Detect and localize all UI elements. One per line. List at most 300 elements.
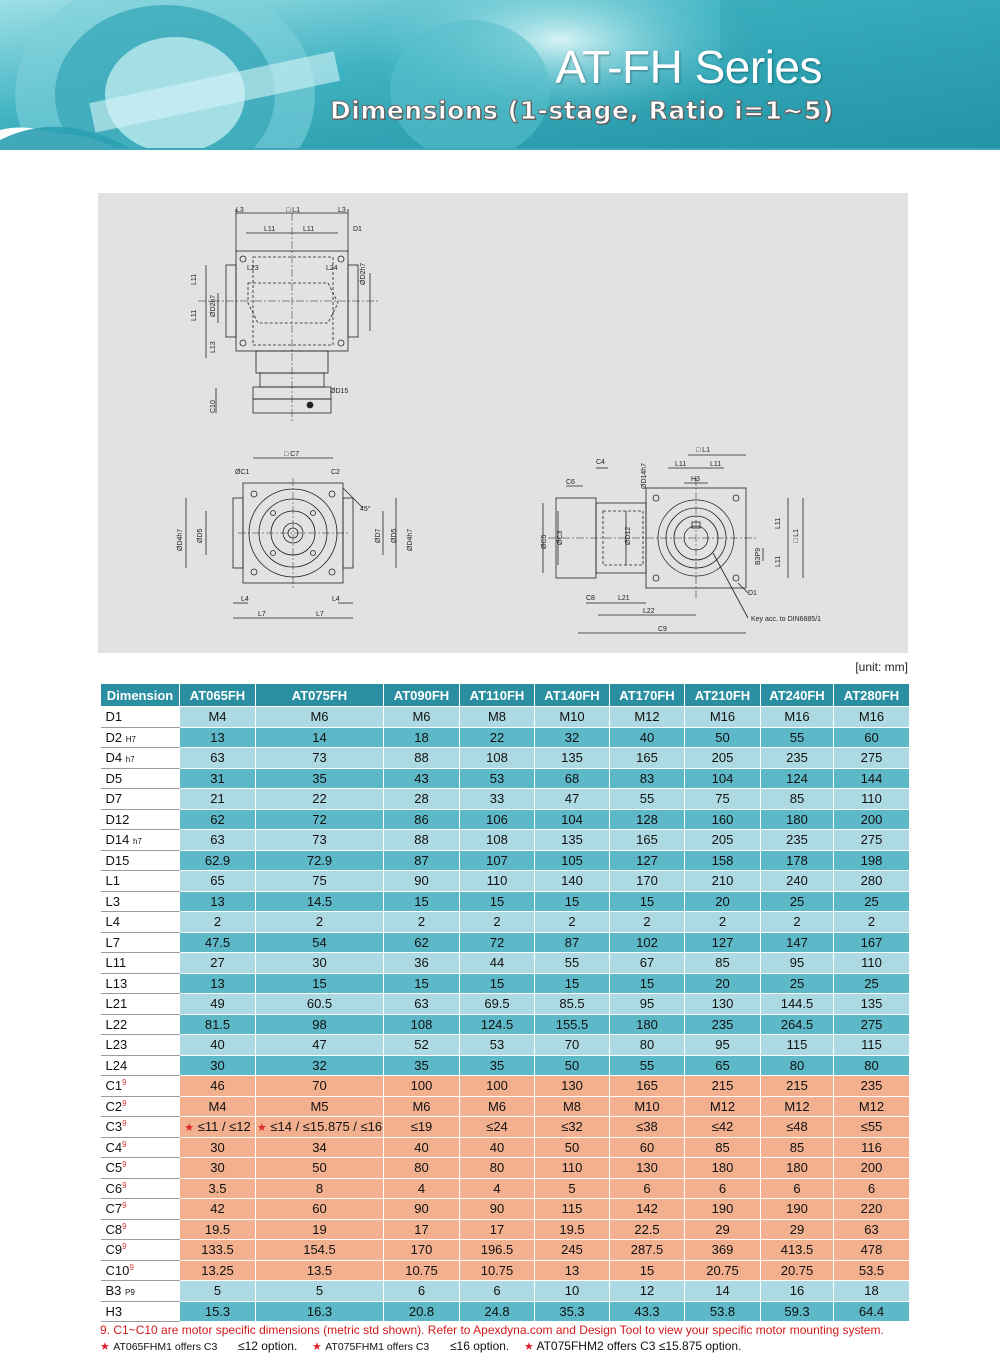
table-cell: 80 bbox=[834, 1055, 910, 1076]
table-cell: 75 bbox=[685, 789, 761, 810]
table-cell: 107 bbox=[460, 850, 535, 871]
table-cell: 13.25 bbox=[180, 1260, 256, 1281]
table-cell: 70 bbox=[535, 1035, 610, 1056]
row-label bbox=[101, 1158, 180, 1179]
table-cell: 40 bbox=[180, 1035, 256, 1056]
dimension-name: D7 bbox=[105, 791, 123, 807]
table-cell: 85 bbox=[685, 953, 761, 974]
svg-text:L11: L11 bbox=[191, 273, 198, 285]
table-cell: 105 bbox=[535, 850, 610, 871]
table-cell: 15 bbox=[610, 973, 685, 994]
table-cell: 29 bbox=[761, 1219, 834, 1240]
table-cell: 128 bbox=[610, 809, 685, 830]
table-cell: 62 bbox=[384, 932, 460, 953]
table-cell: 14.5 bbox=[256, 891, 384, 912]
table-cell: 180 bbox=[685, 1158, 761, 1179]
table-cell: 25 bbox=[761, 891, 834, 912]
table-cell: 115 bbox=[535, 1199, 610, 1220]
table-cell: 8 bbox=[256, 1178, 384, 1199]
table-row bbox=[101, 973, 910, 994]
table-cell: 25 bbox=[834, 891, 910, 912]
row-label bbox=[101, 748, 180, 769]
svg-text:ØD5: ØD5 bbox=[391, 528, 398, 543]
table-cell: 47.5 bbox=[180, 932, 256, 953]
table-cell: 25 bbox=[834, 973, 910, 994]
dimension-name: L23 bbox=[105, 1037, 128, 1053]
dimension-name: L22 bbox=[105, 1016, 128, 1032]
svg-text:L4: L4 bbox=[332, 596, 340, 603]
dimension-name: D5 bbox=[105, 770, 123, 786]
table-cell: 42 bbox=[180, 1199, 256, 1220]
svg-text:L21: L21 bbox=[618, 595, 630, 602]
svg-text:L13: L13 bbox=[210, 341, 217, 353]
svg-text:ØC5: ØC5 bbox=[541, 534, 548, 549]
table-cell: 18 bbox=[834, 1281, 910, 1302]
footnote-marker: 9 bbox=[122, 1119, 127, 1129]
dimension-name: L24 bbox=[105, 1057, 128, 1073]
table-cell: 413.5 bbox=[761, 1240, 834, 1261]
header-dimension: Dimension bbox=[101, 684, 180, 707]
table-cell: 75 bbox=[256, 871, 384, 892]
svg-text:ØD12: ØD12 bbox=[625, 526, 632, 545]
table-cell: 16.3 bbox=[256, 1301, 384, 1322]
table-cell: 88 bbox=[384, 830, 460, 851]
table-cell: M12 bbox=[685, 1096, 761, 1117]
table-cell: 62.9 bbox=[180, 850, 256, 871]
table-row bbox=[101, 1096, 910, 1117]
table-cell: 6 bbox=[834, 1178, 910, 1199]
header-model: AT110FH bbox=[460, 684, 535, 707]
table-cell: 63 bbox=[180, 830, 256, 851]
table-row bbox=[101, 1178, 910, 1199]
svg-text:H3: H3 bbox=[691, 476, 700, 483]
table-cell: 53 bbox=[460, 768, 535, 789]
table-cell: 104 bbox=[685, 768, 761, 789]
table-cell: 108 bbox=[460, 830, 535, 851]
svg-text:L3: L3 bbox=[236, 207, 244, 214]
table-cell: 19 bbox=[256, 1219, 384, 1240]
table-cell: M12 bbox=[834, 1096, 910, 1117]
table-cell: 22.5 bbox=[610, 1219, 685, 1240]
table-cell: 85 bbox=[685, 1137, 761, 1158]
table-cell: 2 bbox=[834, 912, 910, 933]
table-cell: 2 bbox=[180, 912, 256, 933]
dimension-name: H3 bbox=[105, 1303, 123, 1319]
table-row bbox=[101, 1117, 910, 1138]
table-cell: 144.5 bbox=[761, 994, 834, 1015]
table-cell: 60.5 bbox=[256, 994, 384, 1015]
table-cell: 10.75 bbox=[384, 1260, 460, 1281]
svg-text:□ L1: □ L1 bbox=[793, 529, 800, 543]
table-cell: 13 bbox=[535, 1260, 610, 1281]
row-label bbox=[101, 1219, 180, 1240]
table-cell: 50 bbox=[535, 1055, 610, 1076]
page-title: AT-FH Series bbox=[555, 41, 822, 93]
table-cell: 17 bbox=[384, 1219, 460, 1240]
header-model: AT140FH bbox=[535, 684, 610, 707]
star-note-2-model: AT075FHM1 offers C3 bbox=[325, 1341, 430, 1353]
table-cell: 17 bbox=[460, 1219, 535, 1240]
table-cell: 2 bbox=[535, 912, 610, 933]
table-cell: 245 bbox=[535, 1240, 610, 1261]
table-cell: 110 bbox=[535, 1158, 610, 1179]
front-view-labels bbox=[177, 451, 414, 618]
table-cell: 31 bbox=[180, 768, 256, 789]
table-cell: 18 bbox=[384, 727, 460, 748]
table-cell: 67 bbox=[610, 953, 685, 974]
table-row bbox=[101, 1035, 910, 1056]
table-cell: 34 bbox=[256, 1137, 384, 1158]
star-icon: ★ bbox=[100, 1341, 110, 1353]
table-cell: 60 bbox=[834, 727, 910, 748]
row-label bbox=[101, 1014, 180, 1035]
table-cell: 54 bbox=[256, 932, 384, 953]
table-cell: 142 bbox=[610, 1199, 685, 1220]
table-cell: 29 bbox=[685, 1219, 761, 1240]
table-cell: 40 bbox=[384, 1137, 460, 1158]
table-cell: 85 bbox=[761, 1137, 834, 1158]
banner-background bbox=[0, 0, 1000, 165]
row-label bbox=[101, 830, 180, 851]
table-cell: 13 bbox=[180, 973, 256, 994]
table-cell: 133.5 bbox=[180, 1240, 256, 1261]
header-model: AT090FH bbox=[384, 684, 460, 707]
table-cell: 49 bbox=[180, 994, 256, 1015]
svg-text:L7: L7 bbox=[258, 611, 266, 618]
table-cell: 135 bbox=[535, 748, 610, 769]
table-cell: 275 bbox=[834, 1014, 910, 1035]
star-note-1-model: AT065FHM1 offers C3 bbox=[113, 1341, 218, 1353]
table-row bbox=[101, 1240, 910, 1261]
table-cell: 15 bbox=[384, 891, 460, 912]
table-cell: 53.8 bbox=[685, 1301, 761, 1322]
footnote-marker: 9 bbox=[122, 1139, 127, 1149]
header-banner bbox=[0, 0, 1000, 165]
table-cell: 264.5 bbox=[761, 1014, 834, 1035]
table-row bbox=[101, 707, 910, 728]
star-icon: ★ bbox=[523, 1341, 534, 1353]
table-cell: 6 bbox=[610, 1178, 685, 1199]
dimension-name: C6 bbox=[105, 1180, 123, 1196]
table-cell: 90 bbox=[384, 871, 460, 892]
table-cell: 140 bbox=[535, 871, 610, 892]
table-cell: 235 bbox=[761, 748, 834, 769]
table-cell: 198 bbox=[834, 850, 910, 871]
table-cell: 2 bbox=[761, 912, 834, 933]
tolerance-label: h7 bbox=[125, 755, 135, 765]
table-row bbox=[101, 1260, 910, 1281]
table-row bbox=[101, 809, 910, 830]
table-row bbox=[101, 1055, 910, 1076]
table-cell: 2 bbox=[610, 912, 685, 933]
table-cell: 64.4 bbox=[834, 1301, 910, 1322]
dimension-name: C3 bbox=[105, 1119, 123, 1135]
table-cell: 20.75 bbox=[761, 1260, 834, 1281]
svg-text:ØD14h7: ØD14h7 bbox=[641, 462, 648, 489]
row-label bbox=[101, 1076, 180, 1097]
table-cell: 6 bbox=[761, 1178, 834, 1199]
star-icon: ★ bbox=[184, 1122, 195, 1135]
table-cell: 72.9 bbox=[256, 850, 384, 871]
table-cell: 95 bbox=[761, 953, 834, 974]
table-cell: 22 bbox=[256, 789, 384, 810]
svg-text:C4: C4 bbox=[596, 459, 605, 466]
table-cell: 88 bbox=[384, 748, 460, 769]
row-label bbox=[101, 973, 180, 994]
svg-text:D1: D1 bbox=[353, 226, 362, 233]
table-row bbox=[101, 850, 910, 871]
table-cell: 210 bbox=[685, 871, 761, 892]
svg-text:L11: L11 bbox=[264, 226, 276, 233]
star-note-1-option: ≤12 option. bbox=[237, 1339, 298, 1353]
footnote-marker: 9 bbox=[122, 1078, 127, 1088]
table-body bbox=[101, 707, 910, 1322]
svg-text:L11: L11 bbox=[775, 517, 782, 529]
table-cell: 165 bbox=[610, 748, 685, 769]
table-cell: 180 bbox=[761, 1158, 834, 1179]
table-row bbox=[101, 1281, 910, 1302]
row-label bbox=[101, 809, 180, 830]
dimension-name: C9 bbox=[105, 1242, 123, 1258]
row-label bbox=[101, 1281, 180, 1302]
table-cell: 190 bbox=[761, 1199, 834, 1220]
dimension-name: L4 bbox=[105, 914, 120, 930]
row-label bbox=[101, 727, 180, 748]
dimension-name: L13 bbox=[105, 975, 128, 991]
table-cell: 47 bbox=[535, 789, 610, 810]
table-cell: 14 bbox=[256, 727, 384, 748]
dimension-name: L1 bbox=[105, 873, 120, 889]
table-cell: 115 bbox=[834, 1035, 910, 1056]
table-row bbox=[101, 1301, 910, 1322]
dimension-name: L11 bbox=[105, 955, 127, 971]
table-cell: 280 bbox=[834, 871, 910, 892]
front-view bbox=[186, 458, 396, 618]
table-cell: 167 bbox=[834, 932, 910, 953]
row-label bbox=[101, 1137, 180, 1158]
table-cell: 165 bbox=[610, 830, 685, 851]
svg-text:L11: L11 bbox=[303, 226, 315, 233]
row-label bbox=[101, 768, 180, 789]
table-cell: 154.5 bbox=[256, 1240, 384, 1261]
row-label bbox=[101, 1301, 180, 1322]
table-cell: 6 bbox=[685, 1178, 761, 1199]
table-cell: 32 bbox=[535, 727, 610, 748]
footnote-marker: 9 bbox=[122, 1180, 127, 1190]
unit-label: [unit: mm] bbox=[855, 660, 908, 674]
table-cell: 196.5 bbox=[460, 1240, 535, 1261]
table-row bbox=[101, 748, 910, 769]
header-model: AT240FH bbox=[761, 684, 834, 707]
table-cell: 200 bbox=[834, 809, 910, 830]
table-cell: 50 bbox=[256, 1158, 384, 1179]
table-cell: 55 bbox=[610, 789, 685, 810]
table-cell: 20 bbox=[685, 891, 761, 912]
svg-text:ØD4h7: ØD4h7 bbox=[407, 528, 414, 551]
table-cell: 30 bbox=[180, 1137, 256, 1158]
table-cell: 35 bbox=[460, 1055, 535, 1076]
table-cell: 46 bbox=[180, 1076, 256, 1097]
table-cell: 68 bbox=[535, 768, 610, 789]
table-row bbox=[101, 1076, 910, 1097]
table-cell: ≤48 bbox=[761, 1117, 834, 1138]
row-label bbox=[101, 850, 180, 871]
table-cell: 130 bbox=[610, 1158, 685, 1179]
star-icon: ★ bbox=[256, 1122, 267, 1135]
dimension-name: D1 bbox=[105, 709, 123, 725]
table-cell: 235 bbox=[834, 1076, 910, 1097]
row-label bbox=[101, 1117, 180, 1138]
svg-text:□ C7: □ C7 bbox=[284, 451, 300, 458]
table-cell: M6 bbox=[384, 707, 460, 728]
svg-text:ØD7: ØD7 bbox=[375, 528, 382, 543]
table-row bbox=[101, 1199, 910, 1220]
dimension-name: C4 bbox=[105, 1139, 123, 1155]
table-cell: 40 bbox=[460, 1137, 535, 1158]
table-cell: 80 bbox=[384, 1158, 460, 1179]
dimension-name: C5 bbox=[105, 1160, 123, 1176]
svg-text:L7: L7 bbox=[316, 611, 324, 618]
table-cell: 65 bbox=[180, 871, 256, 892]
table-cell: 4 bbox=[384, 1178, 460, 1199]
star-icon: ★ bbox=[311, 1341, 322, 1353]
dimension-name: D4 bbox=[105, 750, 123, 766]
table-cell: 155.5 bbox=[535, 1014, 610, 1035]
table-cell: 13 bbox=[180, 891, 256, 912]
svg-text:ØD15: ØD15 bbox=[330, 388, 349, 395]
table-row bbox=[101, 830, 910, 851]
table-cell: 15 bbox=[610, 891, 685, 912]
table-cell: 158 bbox=[685, 850, 761, 871]
svg-text:L11: L11 bbox=[775, 555, 782, 567]
tolerance-label: h7 bbox=[132, 837, 142, 847]
svg-text:ØD5: ØD5 bbox=[197, 528, 204, 543]
table-cell: 165 bbox=[610, 1076, 685, 1097]
svg-text:□ L1: □ L1 bbox=[696, 447, 710, 454]
table-cell: 63 bbox=[834, 1219, 910, 1240]
table-cell: 65 bbox=[685, 1055, 761, 1076]
table-cell: 6 bbox=[384, 1281, 460, 1302]
table-cell: 275 bbox=[834, 748, 910, 769]
table-cell: 69.5 bbox=[460, 994, 535, 1015]
table-cell: 2 bbox=[384, 912, 460, 933]
table-cell: 21 bbox=[180, 789, 256, 810]
svg-text:Key acc. to DIN6885/1: Key acc. to DIN6885/1 bbox=[751, 616, 822, 623]
table-cell: 369 bbox=[685, 1240, 761, 1261]
table-cell: 102 bbox=[610, 932, 685, 953]
dimension-name: B3 bbox=[105, 1283, 122, 1299]
table-cell: 4 bbox=[460, 1178, 535, 1199]
table-cell: M8 bbox=[535, 1096, 610, 1117]
table-cell: 15 bbox=[384, 973, 460, 994]
dimension-name: D2 bbox=[105, 729, 123, 745]
table-cell: 12 bbox=[610, 1281, 685, 1302]
table-cell: ≤24 bbox=[460, 1117, 535, 1138]
table-cell: 83 bbox=[610, 768, 685, 789]
table-cell: 124 bbox=[761, 768, 834, 789]
table-cell: 72 bbox=[256, 809, 384, 830]
table-cell: 63 bbox=[180, 748, 256, 769]
table-cell: 110 bbox=[834, 953, 910, 974]
row-label bbox=[101, 707, 180, 728]
table-cell: 19.5 bbox=[180, 1219, 256, 1240]
table-cell: 85 bbox=[761, 789, 834, 810]
table-cell: 5 bbox=[256, 1281, 384, 1302]
footnote-marker: 9 bbox=[122, 1221, 127, 1231]
table-cell: 35 bbox=[256, 768, 384, 789]
tolerance-label: H7 bbox=[125, 734, 136, 744]
table-cell: 63 bbox=[384, 994, 460, 1015]
footnote-marker: 9 bbox=[122, 1160, 127, 1170]
table-cell: M4 bbox=[180, 1096, 256, 1117]
svg-text:□ L1: □ L1 bbox=[286, 207, 300, 214]
table-cell: 43.3 bbox=[610, 1301, 685, 1322]
table-cell: 10 bbox=[535, 1281, 610, 1302]
table-cell: 5 bbox=[180, 1281, 256, 1302]
table-cell: 73 bbox=[256, 830, 384, 851]
table-cell: 36 bbox=[384, 953, 460, 974]
table-cell: 95 bbox=[610, 994, 685, 1015]
svg-text:C8: C8 bbox=[586, 595, 595, 602]
svg-text:L23: L23 bbox=[247, 265, 259, 272]
table-cell: 130 bbox=[685, 994, 761, 1015]
dimension-name: L21 bbox=[105, 996, 128, 1012]
table-cell: ≤32 bbox=[535, 1117, 610, 1138]
svg-text:L11: L11 bbox=[675, 461, 687, 468]
table-cell: 130 bbox=[535, 1076, 610, 1097]
table-cell: 80 bbox=[761, 1055, 834, 1076]
tolerance-label: P9 bbox=[125, 1288, 135, 1298]
dimension-name: C2 bbox=[105, 1098, 123, 1114]
table-cell: 40 bbox=[610, 727, 685, 748]
dimension-name: D14 bbox=[105, 832, 130, 848]
row-label bbox=[101, 912, 180, 933]
table-cell: M16 bbox=[685, 707, 761, 728]
table-cell: 47 bbox=[256, 1035, 384, 1056]
table-cell: M5 bbox=[256, 1096, 384, 1117]
svg-text:L4: L4 bbox=[241, 596, 249, 603]
table-cell: 200 bbox=[834, 1158, 910, 1179]
table-cell: 62 bbox=[180, 809, 256, 830]
table-cell: 478 bbox=[834, 1240, 910, 1261]
header-model: AT065FH bbox=[180, 684, 256, 707]
table-cell: 13 bbox=[180, 727, 256, 748]
table-cell: 135 bbox=[535, 830, 610, 851]
dimensions-table bbox=[100, 683, 910, 1322]
table-row bbox=[101, 932, 910, 953]
table-row bbox=[101, 768, 910, 789]
table-cell bbox=[256, 1117, 384, 1138]
star-notes bbox=[100, 1339, 741, 1353]
dimension-name: C1 bbox=[105, 1078, 123, 1094]
table-cell: 15 bbox=[535, 891, 610, 912]
row-label bbox=[101, 1260, 180, 1281]
table-cell: 55 bbox=[535, 953, 610, 974]
table-cell: 30 bbox=[180, 1055, 256, 1076]
table-cell: 108 bbox=[460, 748, 535, 769]
table-cell: M12 bbox=[610, 707, 685, 728]
table-header-row bbox=[101, 684, 910, 707]
table-cell: 240 bbox=[761, 871, 834, 892]
footnote-marker: 9 bbox=[122, 1242, 127, 1252]
side-view-labels bbox=[541, 447, 821, 633]
svg-text:ØD2h7: ØD2h7 bbox=[210, 294, 217, 317]
svg-text:ØC3: ØC3 bbox=[557, 530, 564, 545]
table-cell: 15.3 bbox=[180, 1301, 256, 1322]
svg-text:B3P9: B3P9 bbox=[755, 547, 762, 565]
table-row bbox=[101, 891, 910, 912]
footnote-marker: 9 bbox=[129, 1262, 134, 1272]
